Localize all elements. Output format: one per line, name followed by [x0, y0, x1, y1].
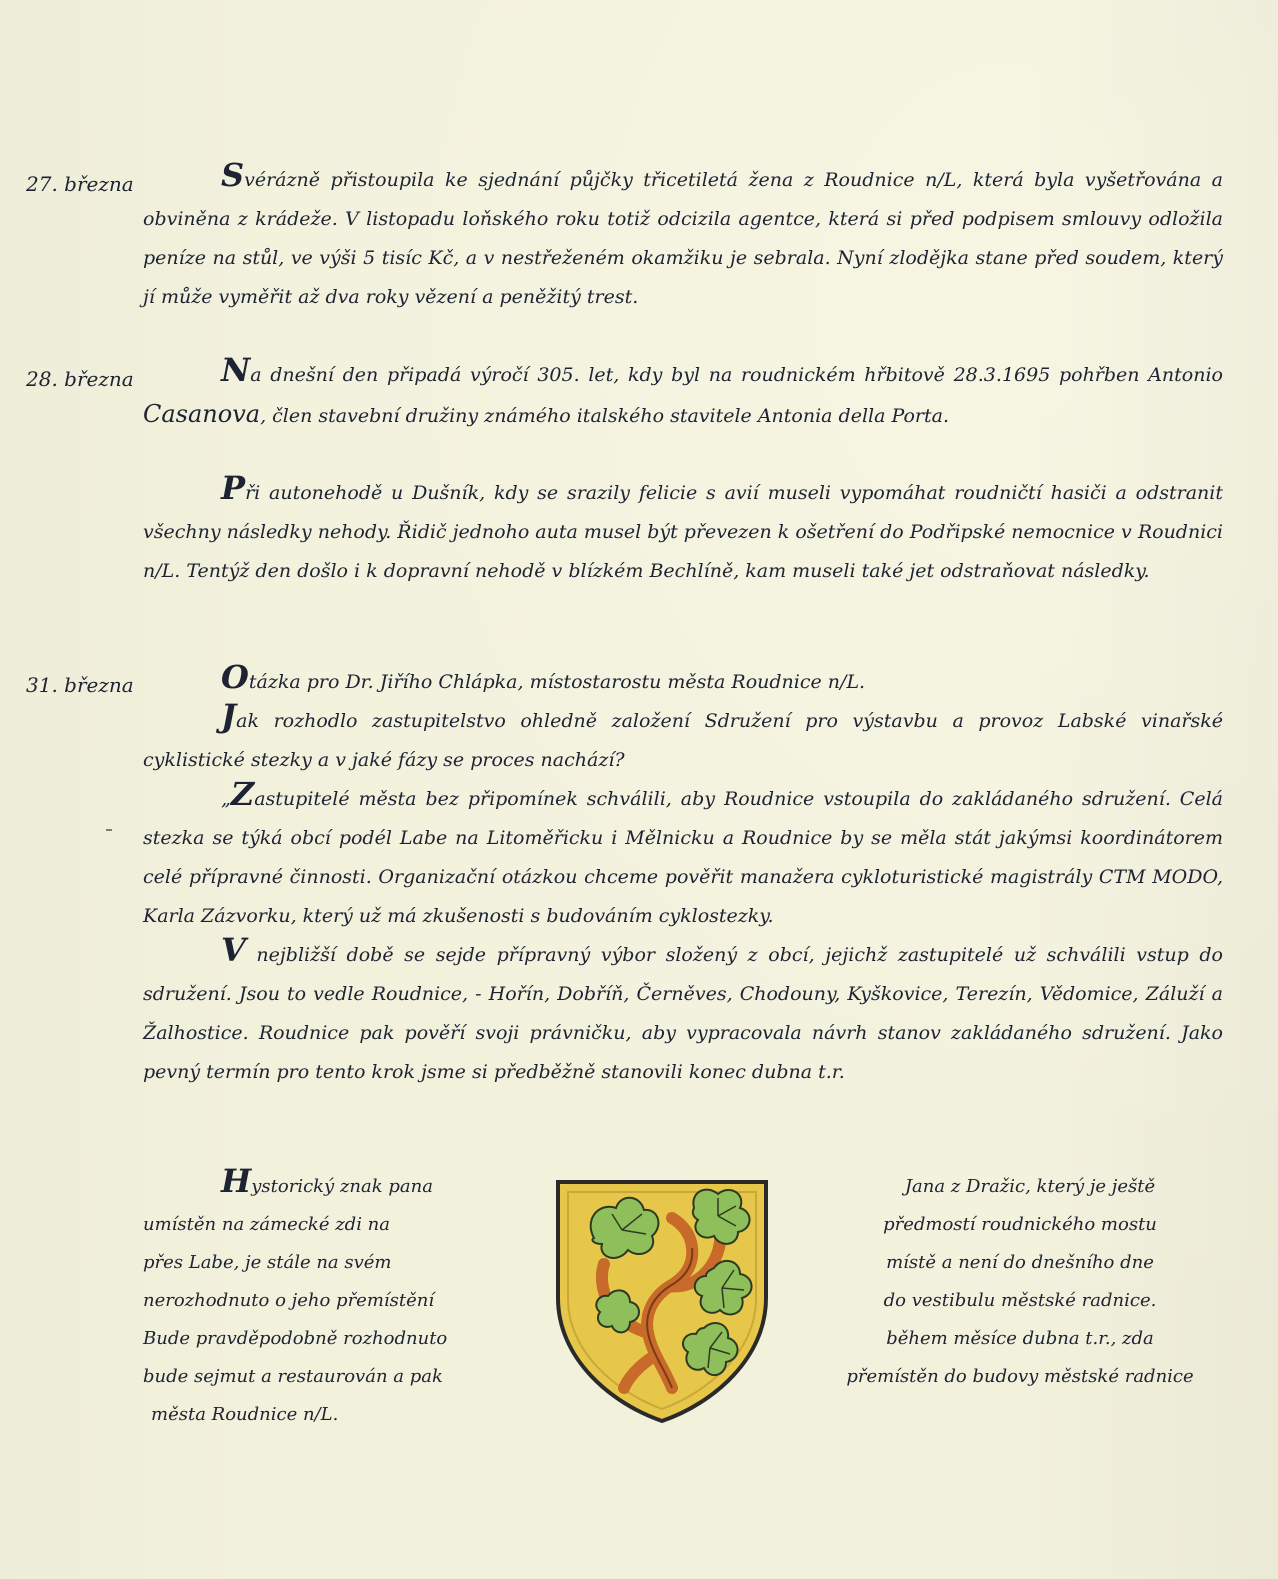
paragraph-text: astupitelé města bez připomínek schválili, aby Roudnice vstoupila do zakládaného sdružení. Celá stezka se týká obcí podél Labe na Litoměřicku i Mělnicku a Roudnice by se měla stát jakýmsi koordinátorem celé přípravné činnosti. Organizační otázkou chceme pověřit manažera cykloturistické magistrály CTM MODO, Karla Zázvorku, který už má zkušenosti s budováním cyklostezky. [143, 788, 1223, 927]
caption-line: Hystorický znak pana [221, 1162, 433, 1200]
coat-of-arms-caption-left [143, 1162, 503, 1434]
paragraph-text: a dnešní den připadá výročí 305. let, kdy byl na roudnickém hřbitově 28.3.1695 pohřben Antonio [250, 364, 1223, 386]
entry-paragraph [143, 156, 1223, 317]
margin-mark [106, 829, 112, 831]
paragraph-text: vérázně přistoupila ke sjednání půjčky třicetiletá žena z Roudnice n/L, která byla vyšetřována a obviněna z krádeže. V listopadu loňského roku totiž odcizila agentce, která si před podpisem smlouvy odložila peníze na stůl, ve výši 5 tisíc Kč, a v nestřeženém okamžiku je sebrala. Nyní zlodějka stane před soudem, který jí může vyměřit až dva roky vězení a peněžitý trest. [143, 169, 1223, 308]
drop-initial: O [221, 658, 249, 696]
caption-line: umístěn na zámecké zdi na [143, 1214, 391, 1235]
coat-of-arms-image [554, 1178, 770, 1424]
drop-initial: S [221, 156, 245, 194]
caption-line: přes Labe, je stále na svém [143, 1252, 392, 1273]
caption-line: bude sejmut a restaurován a pak [143, 1366, 443, 1387]
entry-paragraph [143, 931, 1223, 1092]
quote-mark: „ [221, 788, 231, 810]
drop-initial: V [221, 931, 246, 969]
caption-line: předmostí roudnického mostu [883, 1214, 1157, 1235]
drop-initial: Z [230, 775, 255, 813]
paragraph-text: ak rozhodlo zastupitelstvo ohledně založení Sdružení pro výstavbu a provoz Labské vinařské cyklistické stezky a v jaké fázy se proces nachází? [143, 710, 1223, 771]
paragraph-text: ři autonehodě u Dušník, kdy se srazily felicie s avií museli vypomáhat roudničtí hasiči a odstranit všechny následky nehody. Řidič jednoho auta musel být převezen k ošetření do Podřipské nemocnice v Roudnici n/L. Tentýž den došlo i k dopravní nehodě v blízkém Bechlíně, kam museli také jet odstraňovat následky. [143, 482, 1223, 582]
paragraph-text: nejbližší době se sejde přípravný výbor složený z obcí, jejichž zastupitelé už schválili vstup do sdružení. Jsou to vedle Roudnice, - Hořín, Dobříň, Černěves, Chodouny, Kyškovice, Terezín, Vědomice, Záluží a Žalhostice. Roudnice pak pověří svoji právničku, aby vypracovala návrh stanov zakládaného sdružení. Jako pevný termín pro tento krok jsme si předběžně stanovili konec dubna t.r. [143, 944, 1223, 1083]
caption-line: města Roudnice n/L. [151, 1404, 339, 1425]
entry-paragraph [143, 351, 1223, 436]
caption-line: Bude pravděpodobně rozhodnuto [143, 1328, 448, 1349]
caption-line: místě a není do dnešního dne [886, 1252, 1154, 1273]
drop-initial: N [221, 351, 251, 389]
highlighted-name: Casanova [143, 400, 261, 428]
entry-date: 28. března [26, 367, 134, 391]
coat-of-arms-caption-right [810, 1168, 1230, 1396]
entry-paragraph [143, 697, 1223, 780]
entry-paragraph [143, 775, 1223, 936]
drop-initial: P [221, 469, 246, 507]
entry-paragraph [143, 658, 1223, 702]
caption-line: během měsíce dubna t.r., zda [886, 1328, 1154, 1349]
shield-icon [554, 1178, 770, 1424]
drop-initial: J [221, 697, 237, 735]
entry-paragraph [143, 469, 1223, 591]
paragraph-text: , člen stavební družiny známého italského stavitele Antonia della Porta. [260, 405, 950, 427]
drop-initial: H [221, 1162, 252, 1200]
caption-line: Jana z Dražic, který je ještě [904, 1176, 1156, 1197]
caption-line: nerozhodnuto o jeho přemístění [143, 1290, 435, 1311]
entry-date: 27. března [26, 172, 134, 196]
entry-date: 31. března [26, 673, 134, 697]
caption-line: přemístěn do budovy městské radnice [846, 1366, 1194, 1387]
caption-line: do vestibulu městské radnice. [883, 1290, 1157, 1311]
paragraph-text: tázka pro Dr. Jiřího Chlápka, místostarostu města Roudnice n/L. [248, 671, 866, 693]
